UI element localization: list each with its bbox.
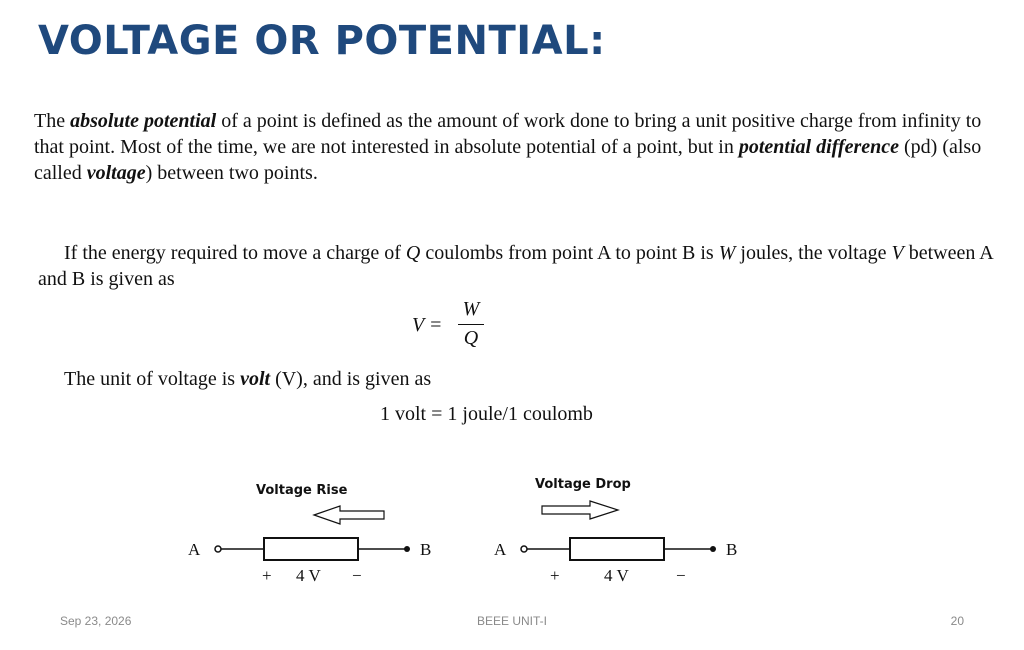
- terminal-b-node: [404, 546, 410, 552]
- terminal-a-node: [521, 546, 527, 552]
- terminal-b-label: B: [420, 540, 432, 559]
- unit-sentence: [64, 368, 431, 391]
- voltage-diagrams: [180, 470, 780, 590]
- p2-symbol-q: Q: [405, 242, 421, 264]
- footer-title: BEEE UNIT-I: [476, 614, 547, 628]
- p2-symbol-w: W: [718, 242, 736, 264]
- formula-numerator: W: [462, 298, 480, 320]
- terminal-a-label: A: [188, 540, 201, 559]
- unit-term-volt: volt: [240, 368, 271, 390]
- p2-symbol-v: V: [891, 242, 904, 264]
- terminal-b-node: [710, 546, 716, 552]
- p2-text-1: If the energy required to move a charge of: [64, 242, 406, 264]
- p1-text-1: The: [34, 110, 71, 132]
- terminal-b-label: B: [726, 540, 738, 559]
- formula-fraction: [458, 298, 484, 350]
- p2-text-4: between A and B is given as: [38, 242, 993, 290]
- terminal-a-node: [215, 546, 221, 552]
- fraction-bar: [458, 324, 484, 325]
- p1-term-absolute-potential: absolute potential: [70, 110, 217, 132]
- polarity-minus: −: [352, 566, 362, 585]
- voltage-drop-diagram: [494, 477, 737, 585]
- resistor: [570, 538, 664, 560]
- absolute-potential-paragraph: [34, 108, 998, 186]
- voltage-rise-diagram: [188, 483, 431, 585]
- polarity-plus: +: [262, 566, 272, 585]
- slide-title: VOLTAGE OR POTENTIAL:: [38, 18, 606, 64]
- unit-text-1: The unit of voltage is: [64, 368, 241, 390]
- p1-text-3: (pd) (also called: [34, 136, 982, 184]
- formula-denominator: Q: [463, 327, 479, 349]
- p1-text-4: ) between two points.: [145, 162, 318, 184]
- voltage-drop-label: Voltage Drop: [535, 477, 631, 492]
- p2-text-2: coulombs from point A to point B is: [420, 242, 719, 264]
- energy-paragraph: [38, 240, 998, 292]
- polarity-minus: −: [676, 566, 686, 585]
- p1-text-2: of a point is defined as the amount of work done to bring a unit positive charge from infinity to that point. Most of the time, we are not interested in absolute potential of a point, but in: [34, 110, 982, 158]
- formula-lhs: V =: [412, 314, 443, 336]
- slide-number: 20: [950, 614, 964, 628]
- p1-term-voltage: voltage: [86, 162, 146, 184]
- resistor: [264, 538, 358, 560]
- footer-date: Sep 23, 2026: [60, 614, 132, 628]
- volt-definition: 1 volt = 1 joule/1 coulomb: [380, 403, 593, 425]
- terminal-a-label: A: [494, 540, 507, 559]
- polarity-plus: +: [550, 566, 560, 585]
- p1-term-potential-difference: potential difference: [738, 136, 900, 158]
- voltage-value: 4 V: [296, 566, 321, 585]
- arrow-right-icon: [542, 501, 618, 519]
- unit-text-2: (V), and is given as: [270, 368, 432, 390]
- voltage-rise-label: Voltage Rise: [256, 483, 348, 498]
- p2-text-3: joules, the voltage: [735, 242, 892, 264]
- arrow-left-icon: [314, 506, 384, 524]
- voltage-value: 4 V: [604, 566, 629, 585]
